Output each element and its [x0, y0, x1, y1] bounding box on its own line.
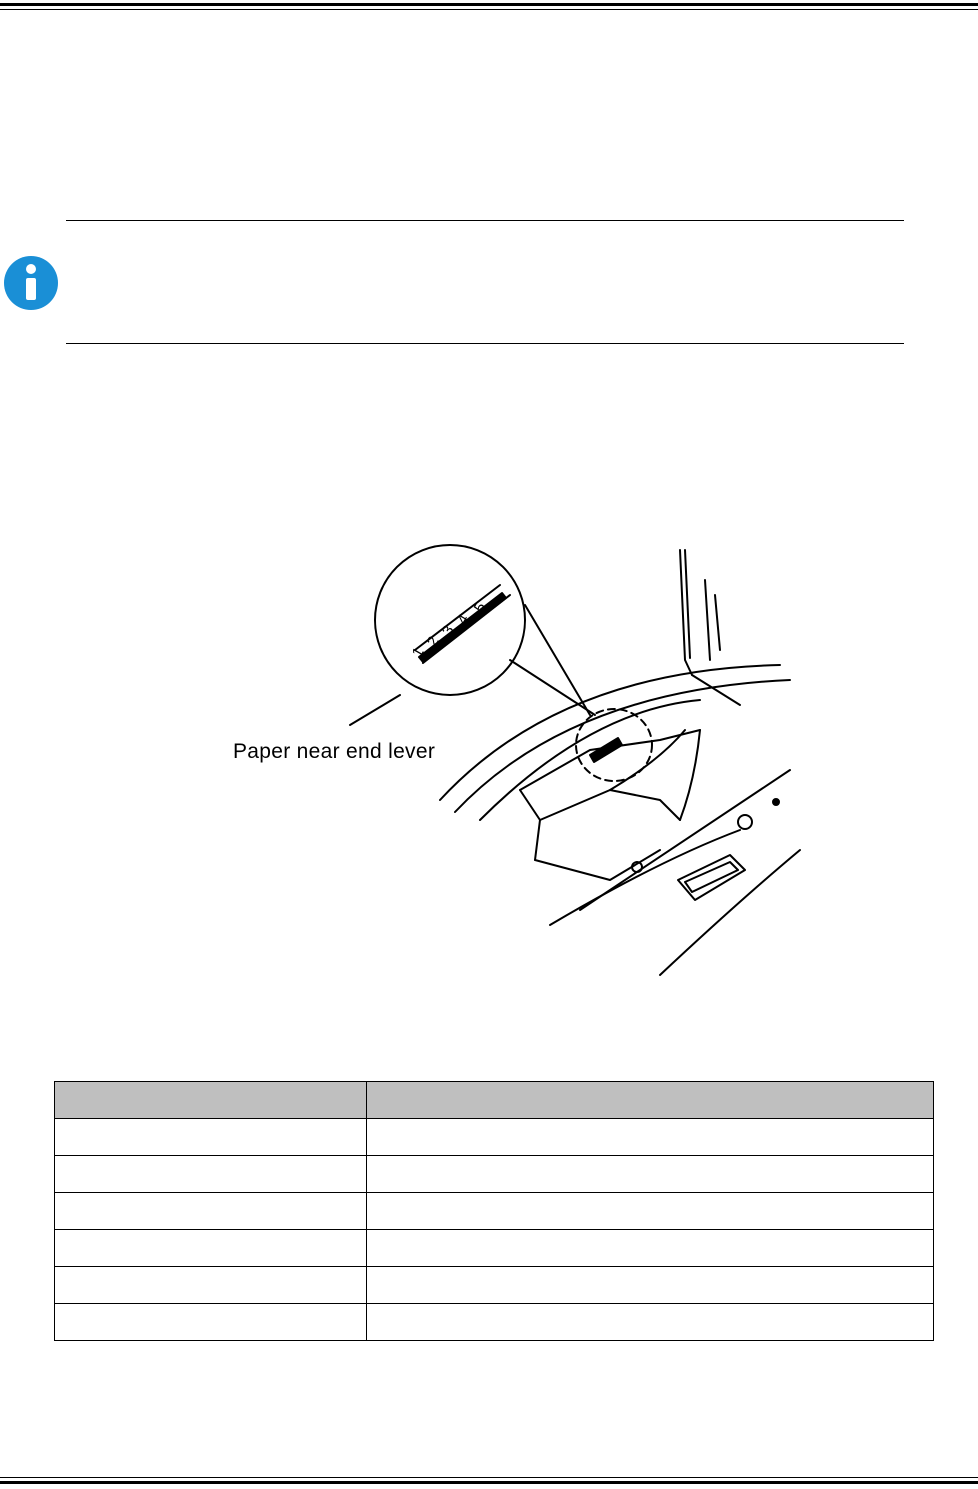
header-rule [0, 3, 978, 6]
table-cell [367, 1156, 934, 1193]
note-top-line [66, 220, 904, 221]
table-cell [55, 1193, 367, 1230]
lever-position-table [54, 1081, 934, 1341]
scale-mark-5: 5 [470, 599, 490, 616]
table-cell [55, 1156, 367, 1193]
table-cell [367, 1119, 934, 1156]
scale-mark-2: 2 [423, 633, 443, 650]
table-header-cell [367, 1082, 934, 1119]
table-cell [55, 1304, 367, 1341]
table-cell [55, 1267, 367, 1304]
table-header-cell [55, 1082, 367, 1119]
table-cell [367, 1304, 934, 1341]
table-cell [55, 1230, 367, 1267]
table-row [55, 1267, 934, 1304]
paper-near-end-lever-label: Paper near end lever [233, 740, 436, 763]
scale-mark-3: 3 [438, 622, 458, 639]
header-rule-thin [0, 9, 978, 10]
scale-mark-1: 1 [408, 644, 428, 661]
table-row [55, 1193, 934, 1230]
footer-rule [0, 1481, 978, 1484]
table-cell [55, 1119, 367, 1156]
table-row [55, 1304, 934, 1341]
table-row [55, 1156, 934, 1193]
scale-mark-4: 4 [453, 611, 473, 628]
table-cell [367, 1267, 934, 1304]
note-bottom-line [66, 343, 904, 344]
info-icon [2, 254, 60, 312]
table-row [55, 1230, 934, 1267]
table-header-row [55, 1082, 934, 1119]
table-row [55, 1119, 934, 1156]
table-cell [367, 1230, 934, 1267]
footer-rule-thin [0, 1477, 978, 1478]
table-cell [367, 1193, 934, 1230]
